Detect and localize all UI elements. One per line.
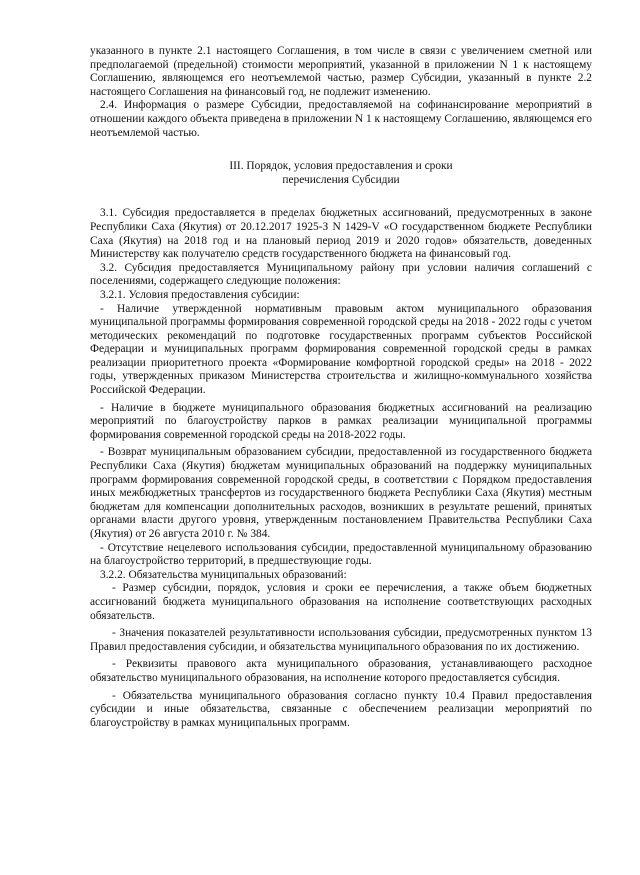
paragraph-3-1: 3.1. Субсидия предоставляется в пределах бюджетных ассигнований, предусмотренных в законе Республики Саха (Якутия) от 20.12.2017 1925-З N 1429-V «О государственном бюджете Республики Саха (Якутия) на 2018 год и на плановый период 2019 и 2020 годов» обязательств, доведенных Министерству как получателю средств государственного бюджета на финансовый год. — [90, 207, 592, 261]
condition-item: - Возврат муниципальным образованием субсидии, предоставленной из государственного бюджета Республики Саха (Якутия) бюджетам муниципальных образований на поддержку муниципальных программ формирования современной городской среды, в соответствии с Порядком предоставления иных межбюджетных трансфертов из государственного бюджета Республики Саха (Якутия) местным бюджетам для компенсации дополнительных расходов, возникших в результате решений, принятых органами власти другого уровня, утвержденным постановлением Правительства Республики Саха (Якутия) от 26 августа 2010 г. № 384. — [90, 446, 592, 540]
condition-item: - Наличие в бюджете муниципального образования бюджетных ассигнований на реализацию мероприятий по благоустройству парков в рамках реализации муниципальной программы формирования современной городской среды на 2018-2022 годы. — [90, 401, 592, 441]
paragraph-2-4: 2.4. Информация о размере Субсидии, предоставляемой на софинансирование мероприятий в отношении каждого объекта приведена в приложении N 1 к настоящему Соглашению, являющемся его неотъемлемой частью. — [90, 99, 592, 139]
paragraph-3-2-2: 3.2.2. Обязательства муниципальных образований: — [100, 568, 347, 581]
paragraph-3-2: 3.2. Субсидия предоставляется Муниципальному району при условии наличия соглашений с поселениями, содержащего следующие положения: — [90, 261, 592, 288]
document-body — [90, 45, 592, 730]
obligation-item: - Обязательства муниципального образования согласно пункту 10.4 Правил предоставления субсидии и иные обязательства, связанные с обеспечением реализации мероприятий по благоустройству в рамках муниципальных программ. — [90, 689, 592, 729]
obligation-item: - Размер субсидии, порядок, условия и сроки ее перечисления, а также объем бюджетных ассигнований бюджета муниципального образования на исполнение соответствующих расходных обязательств. — [90, 582, 592, 622]
section-title-line-2: перечисления Субсидии — [282, 173, 400, 186]
obligation-item: - Значения показателей результативности использования субсидии, предусмотренных пунктом 13 Правил предоставления субсидии, и обязательства муниципального образования по их достижению. — [90, 627, 592, 653]
condition-item: - Наличие утвержденной нормативным правовым актом муниципального образования муниципальной программы формирования современной городской среды на 2018 - 2022 годы с учетом методических рекомендаций по подготовке государственных программ субъектов Российской Федерации и муниципальных программ формирования современной городской среды в рамках реализации приоритетного проекта «Формирование комфортной городской среды» на 2018 - 2022 годы, утвержденных приказом Министерства строительства и жилищно-коммунального хозяйства Российской Федерации. — [90, 302, 592, 397]
section-title-line-1: III. Порядок, условия предоставления и сроки — [229, 160, 453, 173]
condition-item: - Отсутствие нецелевого использования субсидии, предоставленной муниципальному образованию на благоустройство территорий, в предшествующие годы. — [90, 541, 592, 568]
paragraph-continuation: указанного в пункте 2.1 настоящего Соглашения, в том числе в связи с увеличением сметной или предполагаемой (предельной) стоимости мероприятий, указанной в приложении N 1 к настоящему Соглашению, являющемся его неотъемлемой частью, размер Субсидии, указанный в пункте 2.2 настоящего Соглашения на финансовый год, не подлежит изменению. — [90, 45, 592, 98]
obligation-item: - Реквизиты правового акта муниципального образования, устанавливающего расходное обязательство муниципального образования, на исполнение которого предоставляется субсидия. — [90, 658, 592, 684]
paragraph-3-2-1: 3.2.1. Условия предоставления субсидии: — [100, 288, 300, 301]
section-heading — [90, 160, 592, 187]
